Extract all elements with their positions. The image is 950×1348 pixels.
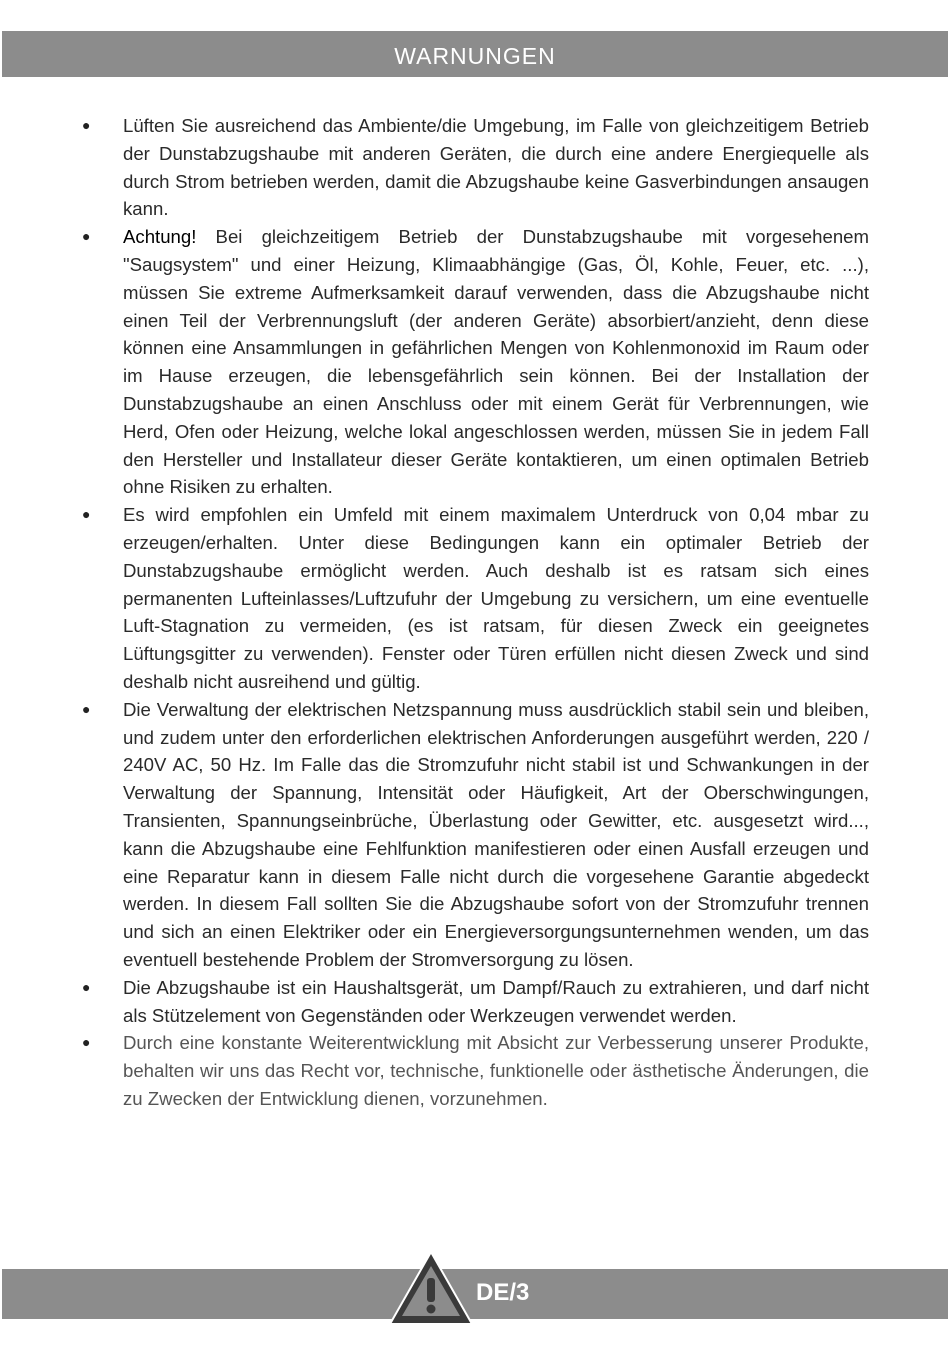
header-bar — [2, 31, 948, 77]
list-item — [78, 974, 869, 1030]
bullet-icon: ● — [82, 978, 91, 995]
item-text: Durch eine konstante Weiterentwicklung mit Absicht zur Verbesserung unserer Produkte, behalten wir uns das Recht vor, technische, funktionelle oder ästhetische Änderungen, die zu Zwecken der Entwicklung dienen, vorzunehmen. — [123, 1032, 869, 1109]
item-text: Die Abzugshaube ist ein Haushaltsgerät, um Dampf/Rauch zu extrahieren, und darf nicht als Stützelement von Gegenständen oder Werkzeugen verwendet werden. — [123, 976, 869, 1026]
bullet-icon: ● — [82, 506, 91, 523]
item-text: Bei gleichzeitigem Betrieb der Dunstabzugshaube mit vorgesehenem "Saugsystem" und einer Heizung, Klimaabhängige (Gas, Öl, Kohle, Feuer, etc. ...), müssen Sie extreme Aufmerksamkeit darauf verwenden, dass die Abzugshaube nicht einen Teil der Verbrennungsluft (der anderen Geräte) absorbiert/anzieht, denn diese können eine Ansammlungen in gefährlichen Mengen von Kohlenmonoxid im Raum oder im Hause erzeugen, die lebensgefährlich sein können. Bei der Installation der Dunstabzugshaube an einen Anschluss oder mit einem Gerät für Verbrennungen, wie Herd, Ofen oder Heizung, welche lokal angeschlossen werden, müssen Sie in jedem Fall den Hersteller und Installateur dieser Geräte kontaktieren, um einen optimalen Betrieb ohne Risiken zu erhalten. — [123, 226, 869, 498]
list-item — [78, 501, 869, 696]
bullet-icon: ● — [82, 117, 91, 133]
item-text: Es wird empfohlen ein Umfeld mit einem maximalem Unterdruck von 0,04 mbar zu erzeugen/erhalten. Unter diese Bedingungen kann ein optimaler Betrieb der Dunstabzugshaube ermöglicht werden. Auch deshalb ist es ratsam sich eines permanenten Lufteinlasses/Luftzufuhr der Umgebung zu versichern, um eine eventuelle Luft-Stagnation zu vermeiden, (es ist ratsam, für diesen Zweck ein geeignetes Lüftungsgitter zu verwenden). Fenster oder Türen erfüllen nicht diesen Zweck und sind deshalb nicht ausreihend und gültig. — [123, 504, 869, 692]
page-number: DE/3 — [476, 1279, 530, 1306]
page-title: WARNUNGEN — [394, 42, 556, 69]
list-item — [78, 112, 869, 223]
footer-bar — [2, 1269, 948, 1319]
warning-triangle-icon — [388, 1250, 474, 1326]
bullet-icon: ● — [82, 1034, 91, 1051]
list-item — [78, 223, 869, 501]
bullet-icon: ● — [82, 700, 91, 717]
list-item — [78, 696, 869, 974]
item-text: Lüften Sie ausreichend das Ambiente/die Umgebung, im Falle von gleichzeitigem Betrieb der Dunstabzugshaube mit anderen Geräten, die durch eine andere Energiequelle als durch Strom betrieben werden, damit die Abzugshaube keine Gasverbindungen ansaugen kann. — [123, 115, 869, 220]
list-item — [78, 1029, 869, 1112]
item-text: Die Verwaltung der elektrischen Netzspannung muss ausdrücklich stabil sein und bleiben, und zudem unter den erforderlichen elektrischen Anforderungen ausgeführt werden, 220 / 240V AC, 50 Hz. Im Falle das die Stromzufuhr nicht stabil ist und Schwankungen in der Verwaltung der Spannung, Intensität oder Häufigkeit, Art der Oberschwingungen, Transienten, Spannungseinbrüche, Überlastung oder Gewitter, etc. ausgesetzt wird..., kann die Abzugshaube eine Fehlfunktion manifestieren oder einen Ausfall erzeugen und eine Reparatur kann in diesem Falle nicht durch die vorgesehene Garantie abgedeckt werden. In diesem Fall sollten Sie die Abzugshaube sofort von der Stromzufuhr trennen und sich an einen Elektriker oder ein Energieversorgungsunternehmen wenden, um das eventuell bestehende Problem der Stromversorgung zu lösen. — [123, 698, 869, 970]
bullet-icon: ● — [82, 228, 91, 245]
warning-list — [78, 112, 869, 1113]
item-lead: Achtung! — [123, 226, 197, 248]
